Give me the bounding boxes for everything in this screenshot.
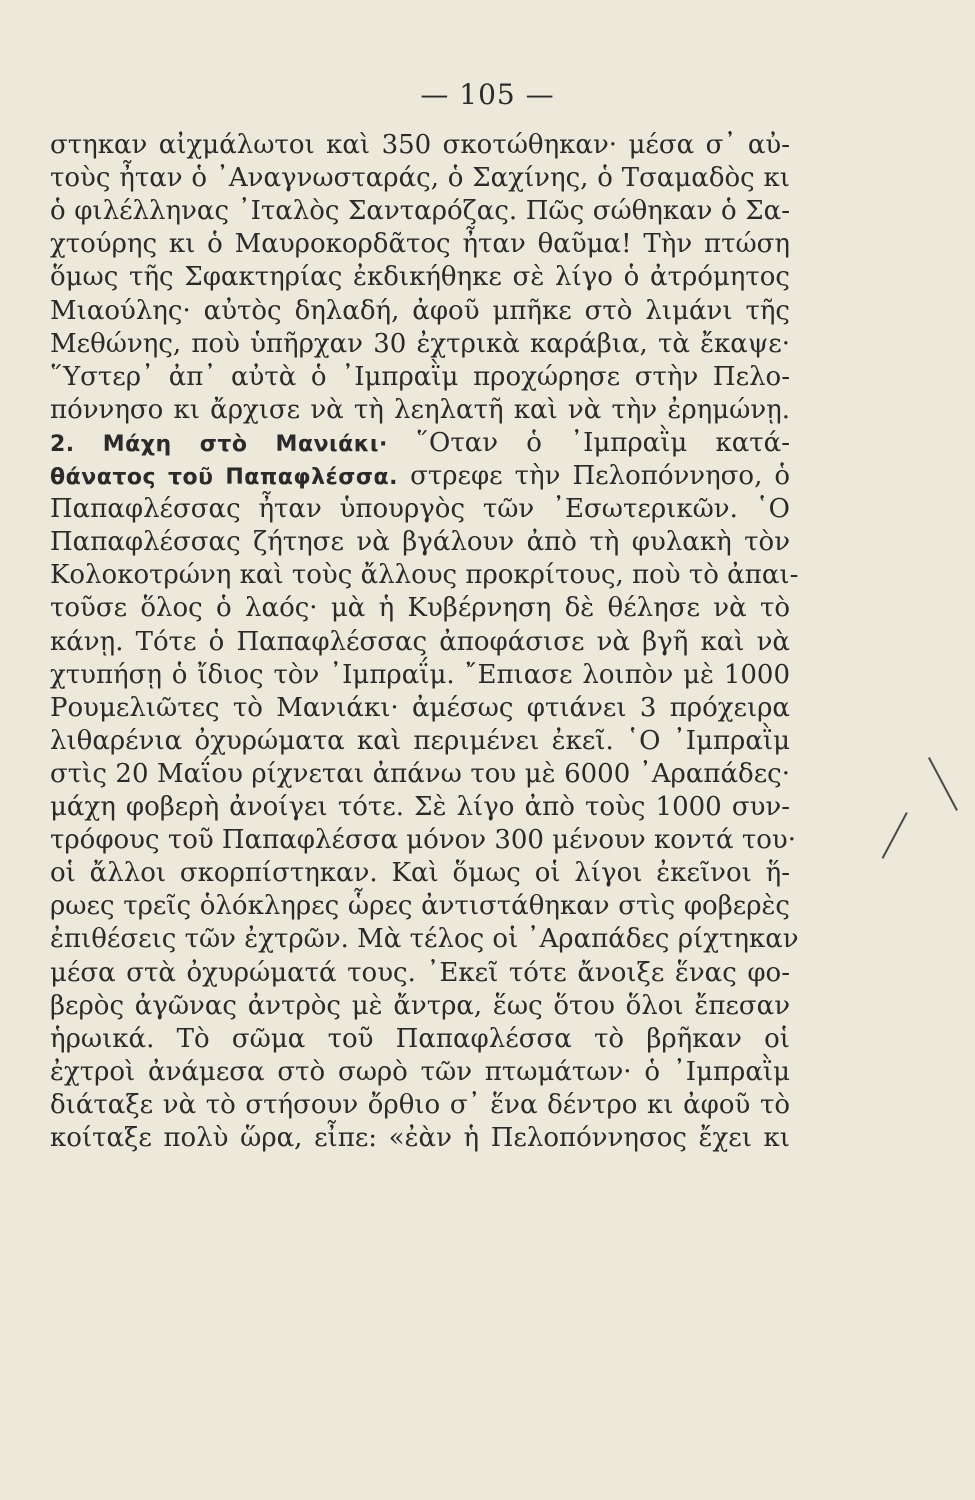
text-line-continuation: στρεφε τὴν Πελοπόννησο, ὁ xyxy=(410,461,791,491)
text-line: Ρουμελιῶτες τὸ Μανιάκι· ἀμέσως φτιάνει 3 πρόχειρα xyxy=(50,692,790,723)
text-line: Παπαφλέσσας ζήτησε νὰ βγάλουν ἀπὸ τὴ φυλακὴ τὸν xyxy=(50,527,790,558)
section-heading-line xyxy=(50,459,790,495)
text-line: διάταξε νὰ τὸ στήσουν ὄρθιο σ᾿ ἕνα δέντρο κι ἀφοῦ τὸ xyxy=(50,1089,790,1120)
text-line: Παπαφλέσσας ἦταν ὑπουργὸς τῶν ᾿Εσωτερικῶν. ῾Ο xyxy=(50,494,790,525)
section-heading-line xyxy=(50,426,790,462)
text-line: τρόφους τοῦ Παπαφλέσσα μόνον 300 μένουν κοντά του· xyxy=(50,825,796,856)
text-line: κάνῃ. Τότε ὁ Παπαφλέσσας ἀποφάσισε νὰ βγῆ καὶ νὰ xyxy=(50,626,790,657)
text-line: τοῦσε ὅλος ὁ λαός· μὰ ἡ Κυβέρνηση δὲ θέλησε νὰ τὸ xyxy=(50,593,790,624)
pencil-margin-mark xyxy=(882,812,908,859)
text-line: Μεθώνης, ποὺ ὑπῆρχαν 30 ἐχτρικὰ καράβια, τὰ ἔκαψε· xyxy=(50,328,790,359)
text-line: κοίταξε πολὺ ὥρα, εἶπε: «ἐὰν ἡ Πελοπόννησος ἔχει κι xyxy=(50,1123,790,1153)
text-line: ἡρωικά. Τὸ σῶμα τοῦ Παπαφλέσσα τὸ βρῆκαν οἱ xyxy=(50,1023,790,1054)
text-line: ἐχτροὶ ἀνάμεσα στὸ σωρὸ τῶν πτωμάτων· ὁ ᾿Ιμπραῒμ xyxy=(50,1056,790,1087)
text-line: πόννησο κι ἄρχισε νὰ τὴ λεηλατῆ καὶ νὰ τὴν ἐρημώνῃ. xyxy=(50,394,790,425)
text-line: στηκαν αἰχμάλωτοι καὶ 350 σκοτώθηκαν· μέσα σ᾿ αὐ- xyxy=(50,130,790,160)
page-number: — 105 — xyxy=(420,78,555,111)
text-line: χτούρης κι ὁ Μαυροκορδᾶτος ἦταν θαῦμα! Τὴν πτώση xyxy=(50,229,790,260)
text-line: Κολοκοτρώνη καὶ τοὺς ἄλλους προκρίτους, ποὺ τὸ ἀπαι- xyxy=(50,560,799,591)
text-line: βερὸς ἀγῶνας ἀντρὸς μὲ ἄντρα, ἕως ὅτου ὅλοι ἔπεσαν xyxy=(50,990,790,1021)
text-line: λιθαρένια ὀχυρώματα καὶ περιμένει ἐκεῖ. ῾Ο ᾿Ιμπραῒμ xyxy=(50,725,790,756)
section-heading: θάνατος τοῦ Παπαφλέσσα. xyxy=(50,465,399,490)
text-line: ρωες τρεῖς ὁλόκληρες ὧρες ἀντιστάθηκαν στὶς φοβερὲς xyxy=(50,891,790,922)
text-line: Μιαούλης· αὐτὸς δηλαδή, ἀφοῦ μπῆκε στὸ λιμάνι τῆς xyxy=(50,295,790,326)
pencil-margin-mark xyxy=(928,757,958,811)
text-line: ὁ φιλέλληνας ᾿Ιταλὸς Σανταρόζας. Πῶς σώθηκαν ὁ Σα- xyxy=(50,196,790,227)
text-line: μέσα στὰ ὀχυρώματά τους. ᾿Εκεῖ τότε ἄνοιξε ἕνας φο- xyxy=(50,957,790,988)
text-line: τοὺς ἦταν ὁ ᾿Αναγνωσταράς, ὁ Σαχίνης, ὁ Τσαμαδὸς κι xyxy=(50,163,790,194)
text-line: ὅμως τῆς Σφακτηρίας ἐκδικήθηκε σὲ λίγο ὁ ἀτρόμητος xyxy=(50,262,790,293)
text-line: οἱ ἄλλοι σκορπίστηκαν. Καὶ ὅμως οἱ λίγοι ἐκεῖνοι ἥ- xyxy=(50,858,790,889)
text-line: ἐπιθέσεις τῶν ἐχτρῶν. Μὰ τέλος οἱ ᾿Αραπάδες ρίχτηκαν xyxy=(50,924,799,955)
text-line-continuation: ῞Οταν ὁ ᾿Ιμπραῒμ κατά- xyxy=(416,427,791,458)
text-line: ῞Υστερ᾿ ἀπ᾿ αὐτὰ ὁ ᾿Ιμπραῒμ προχώρησε στὴν Πελο- xyxy=(50,361,790,392)
text-line: στὶς 20 Μαΐου ρίχνεται ἀπάνω του μὲ 6000 ᾿Αραπάδες· xyxy=(50,758,790,789)
text-line: μάχη φοβερὴ ἀνοίγει τότε. Σὲ λίγο ἀπὸ τοὺς 1000 συν- xyxy=(50,792,790,822)
section-heading: 2. Μάχη στὸ Μανιάκι· xyxy=(50,431,388,457)
text-line: χτυπήσῃ ὁ ἴδιος τὸν ᾿Ιμπραΐμ. ῎Επιασε λοιπὸν μὲ 1000 xyxy=(50,659,790,690)
